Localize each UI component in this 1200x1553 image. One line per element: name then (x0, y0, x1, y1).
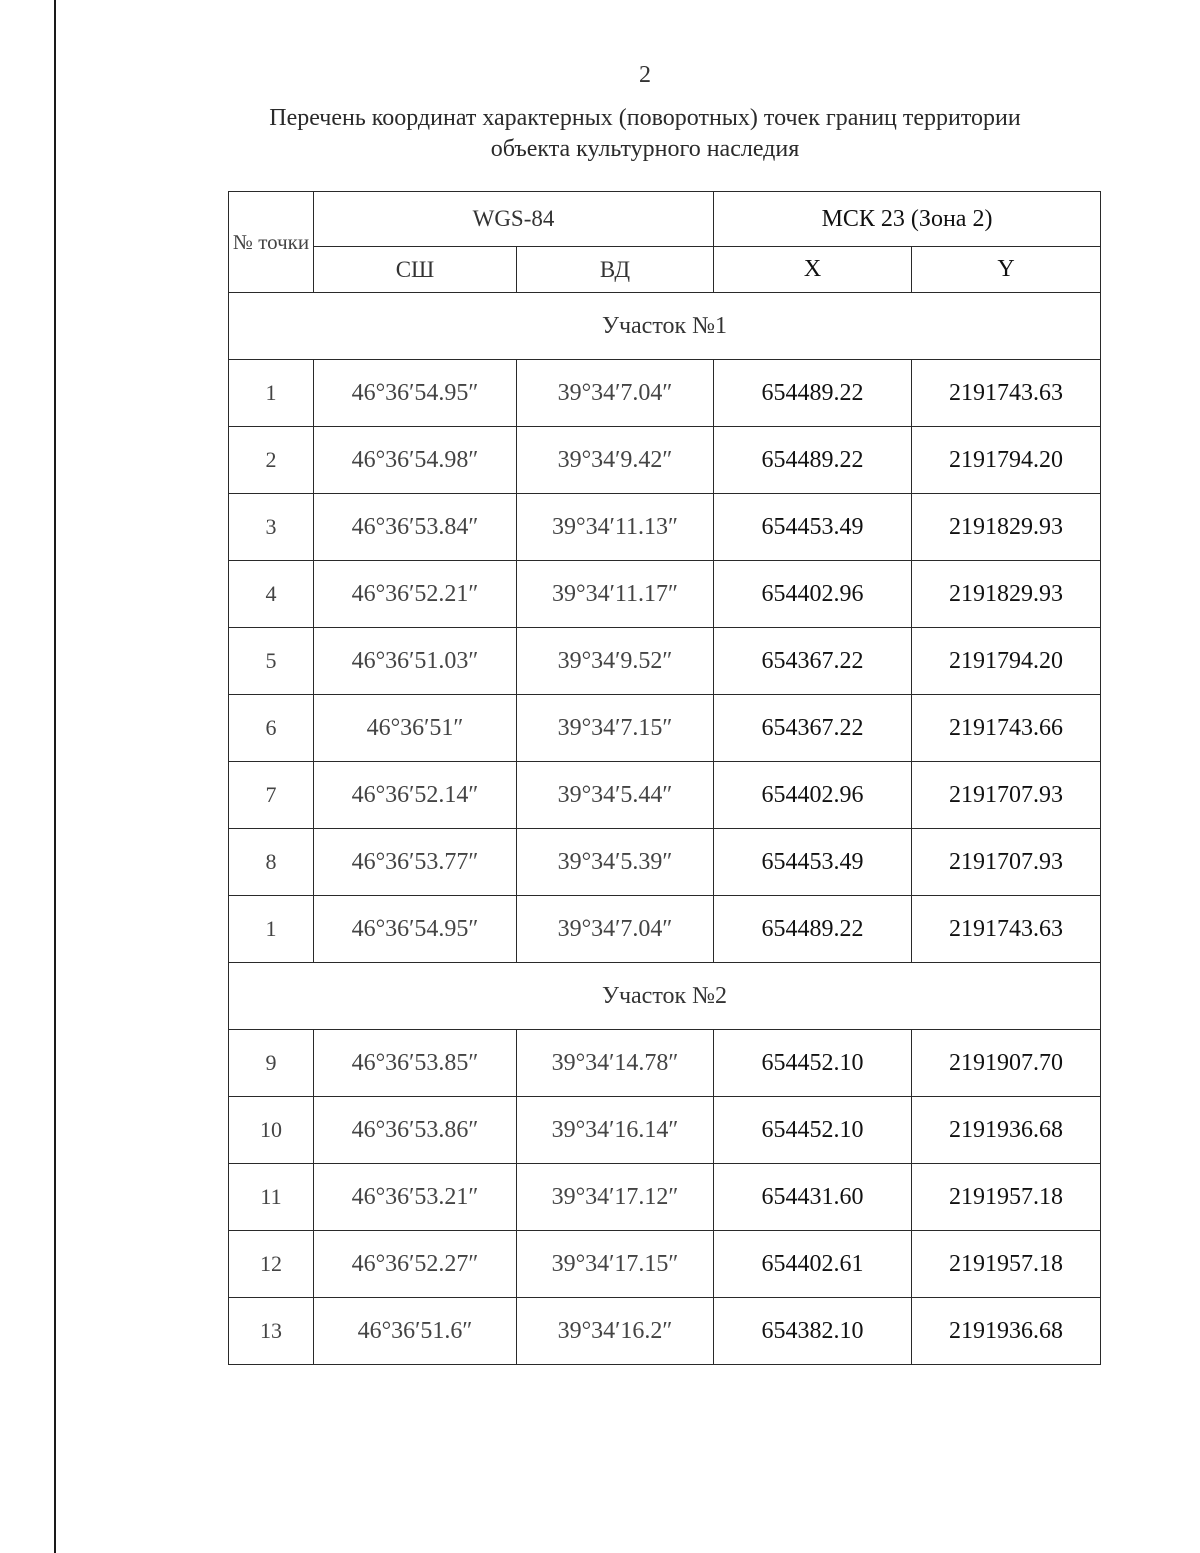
coordinates-table (228, 191, 1101, 1365)
cell-y: 2191936.68 (912, 1298, 1101, 1365)
cell-latitude: 46°36′53.21″ (314, 1164, 517, 1231)
cell-point-number: 1 (229, 896, 314, 963)
section-title: Участок №2 (229, 963, 1101, 1030)
table-row (229, 695, 1101, 762)
cell-longitude: 39°34′7.04″ (517, 360, 714, 427)
cell-longitude: 39°34′17.12″ (517, 1164, 714, 1231)
cell-point-number: 9 (229, 1030, 314, 1097)
table-row (229, 561, 1101, 628)
cell-longitude: 39°34′9.52″ (517, 628, 714, 695)
table-row (229, 829, 1101, 896)
cell-x: 654382.10 (714, 1298, 912, 1365)
cell-x: 654452.10 (714, 1097, 912, 1164)
cell-longitude: 39°34′11.13″ (517, 494, 714, 561)
header-y: Y (912, 247, 1101, 293)
table-header-row (229, 192, 1101, 247)
cell-x: 654367.22 (714, 628, 912, 695)
cell-point-number: 1 (229, 360, 314, 427)
cell-point-number: 8 (229, 829, 314, 896)
document-title (0, 103, 1200, 165)
cell-x: 654453.49 (714, 829, 912, 896)
cell-x: 654402.61 (714, 1231, 912, 1298)
cell-y: 2191957.18 (912, 1164, 1101, 1231)
table-row (229, 494, 1101, 561)
header-point-number: № точки (229, 192, 314, 293)
cell-point-number: 11 (229, 1164, 314, 1231)
cell-longitude: 39°34′16.14″ (517, 1097, 714, 1164)
cell-y: 2191957.18 (912, 1231, 1101, 1298)
table-row (229, 360, 1101, 427)
cell-point-number: 13 (229, 1298, 314, 1365)
cell-latitude: 46°36′51.6″ (314, 1298, 517, 1365)
cell-latitude: 46°36′52.27″ (314, 1231, 517, 1298)
cell-x: 654453.49 (714, 494, 912, 561)
cell-latitude: 46°36′54.95″ (314, 896, 517, 963)
page-number: 2 (639, 62, 651, 88)
table-row (229, 628, 1101, 695)
cell-longitude: 39°34′17.15″ (517, 1231, 714, 1298)
cell-y: 2191829.93 (912, 561, 1101, 628)
cell-point-number: 4 (229, 561, 314, 628)
cell-latitude: 46°36′53.84″ (314, 494, 517, 561)
cell-latitude: 46°36′53.85″ (314, 1030, 517, 1097)
cell-latitude: 46°36′52.14″ (314, 762, 517, 829)
header-latitude: СШ (314, 247, 517, 293)
document-title-line-1: Перечень координат характерных (поворотных) точек границ территории (269, 105, 1021, 131)
header-wgs84: WGS-84 (314, 192, 714, 247)
cell-point-number: 10 (229, 1097, 314, 1164)
cell-point-number: 6 (229, 695, 314, 762)
cell-longitude: 39°34′9.42″ (517, 427, 714, 494)
table-row (229, 1298, 1101, 1365)
header-longitude: ВД (517, 247, 714, 293)
cell-latitude: 46°36′53.86″ (314, 1097, 517, 1164)
cell-y: 2191907.70 (912, 1030, 1101, 1097)
cell-latitude: 46°36′54.95″ (314, 360, 517, 427)
cell-latitude: 46°36′54.98″ (314, 427, 517, 494)
table-subheader-row (229, 247, 1101, 293)
cell-x: 654431.60 (714, 1164, 912, 1231)
cell-point-number: 7 (229, 762, 314, 829)
cell-longitude: 39°34′7.04″ (517, 896, 714, 963)
cell-x: 654402.96 (714, 762, 912, 829)
section-row (229, 293, 1101, 360)
cell-point-number: 2 (229, 427, 314, 494)
cell-latitude: 46°36′51.03″ (314, 628, 517, 695)
cell-y: 2191794.20 (912, 427, 1101, 494)
cell-latitude: 46°36′53.77″ (314, 829, 517, 896)
table-row (229, 762, 1101, 829)
cell-point-number: 12 (229, 1231, 314, 1298)
table-row (229, 1097, 1101, 1164)
header-x: X (714, 247, 912, 293)
page-edge-line (54, 0, 56, 1553)
cell-x: 654452.10 (714, 1030, 912, 1097)
cell-y: 2191743.63 (912, 896, 1101, 963)
cell-longitude: 39°34′7.15″ (517, 695, 714, 762)
section-title: Участок №1 (229, 293, 1101, 360)
cell-x: 654402.96 (714, 561, 912, 628)
cell-longitude: 39°34′5.39″ (517, 829, 714, 896)
cell-x: 654489.22 (714, 427, 912, 494)
table-row (229, 427, 1101, 494)
table-row (229, 896, 1101, 963)
table-row (229, 1030, 1101, 1097)
cell-point-number: 3 (229, 494, 314, 561)
cell-y: 2191707.93 (912, 762, 1101, 829)
table-row (229, 1231, 1101, 1298)
cell-latitude: 46°36′51″ (314, 695, 517, 762)
cell-y: 2191707.93 (912, 829, 1101, 896)
cell-x: 654489.22 (714, 896, 912, 963)
cell-latitude: 46°36′52.21″ (314, 561, 517, 628)
cell-longitude: 39°34′14.78″ (517, 1030, 714, 1097)
section-row (229, 963, 1101, 1030)
cell-x: 654367.22 (714, 695, 912, 762)
cell-y: 2191936.68 (912, 1097, 1101, 1164)
cell-longitude: 39°34′5.44″ (517, 762, 714, 829)
table-body (229, 293, 1101, 1365)
cell-y: 2191743.63 (912, 360, 1101, 427)
cell-y: 2191794.20 (912, 628, 1101, 695)
cell-y: 2191743.66 (912, 695, 1101, 762)
document-title-line-2: объекта культурного наследия (490, 136, 800, 162)
cell-point-number: 5 (229, 628, 314, 695)
header-msk23: МСК 23 (Зона 2) (714, 192, 1101, 247)
cell-x: 654489.22 (714, 360, 912, 427)
cell-y: 2191829.93 (912, 494, 1101, 561)
cell-longitude: 39°34′11.17″ (517, 561, 714, 628)
table-row (229, 1164, 1101, 1231)
cell-longitude: 39°34′16.2″ (517, 1298, 714, 1365)
